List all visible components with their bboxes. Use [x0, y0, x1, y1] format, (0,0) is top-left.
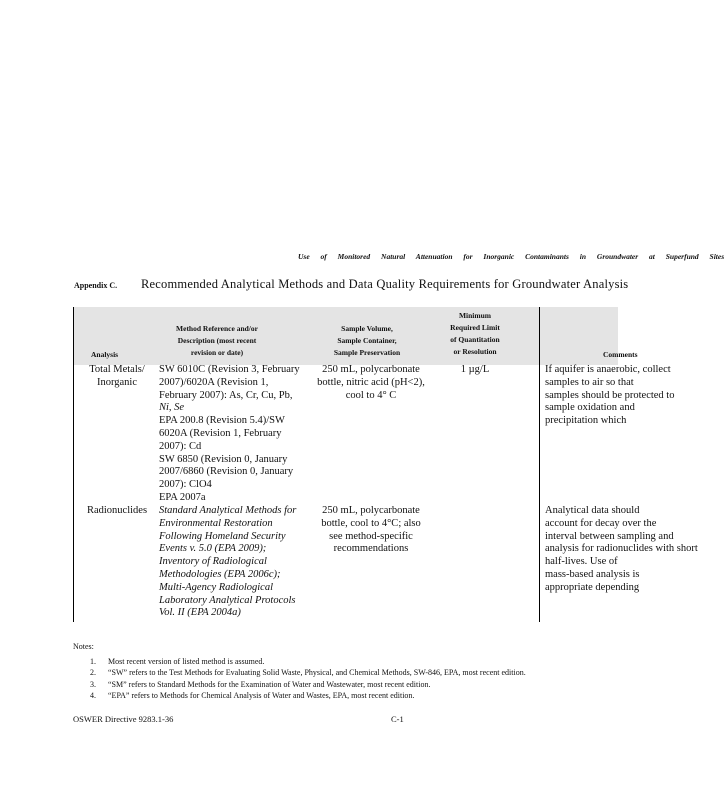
- table-left-border: [73, 307, 74, 622]
- row2-method: [159, 505, 296, 620]
- row2-method-line: Vol. II (EPA 2004a): [159, 607, 241, 619]
- row1-analysis: [81, 364, 153, 390]
- row1-comments-line: precipitation which: [545, 415, 627, 427]
- header-limit-line: Minimum: [458, 311, 492, 320]
- header-method-line: Description (most recent: [177, 336, 257, 345]
- row1-method-line: 2007/6860 (Revision 0, January: [159, 466, 294, 478]
- table-comments-divider: [539, 307, 540, 622]
- note-text: “SW” refers to the Test Methods for Evaluating Solid Waste, Physical, and Chemical Methods, SW-846, EPA, most recent edition.: [108, 668, 526, 677]
- row2-sample-line: bottle, cool to 4°C; also: [321, 517, 421, 529]
- row2-method-line: Events v. 5.0 (EPA 2009);: [159, 543, 267, 555]
- note-text: “SM” refers to Standard Methods for the Examination of Water and Wastewater, most recent edition.: [108, 679, 431, 689]
- row2-sample-line: 250 mL, polycarbonate: [322, 505, 420, 516]
- row1-method-line: SW 6850 (Revision 0, January: [159, 453, 288, 465]
- notes-title: Notes:: [73, 642, 94, 651]
- row2-method-line: Laboratory Analytical Protocols: [159, 594, 296, 606]
- row1-method-line: EPA 2007a: [159, 491, 206, 503]
- row2-comments-line: appropriate depending: [545, 581, 640, 593]
- appendix-label: Appendix C.: [74, 281, 118, 290]
- row2-comments-line: interval between sampling and: [545, 530, 674, 542]
- note-item: 4. “EPA” refers to Methods for Chemical Analysis of Water and Wastes, EPA, most recent edition.: [90, 691, 415, 700]
- row2-comments: [545, 505, 698, 595]
- row1-sample-line: 250 mL, polycarbonate: [322, 364, 420, 375]
- row2-comments-line: Analytical data should: [545, 505, 640, 516]
- note-text: “EPA” refers to Methods for Chemical Analysis of Water and Wastes, EPA, most recent edition.: [108, 691, 415, 700]
- header-analysis: Analysis: [91, 350, 119, 359]
- row1-comments-line: samples to air so that: [545, 376, 634, 388]
- row2-comments-line: account for decay over the: [545, 517, 657, 529]
- row1-method-line: 2007): ClO4: [159, 479, 212, 491]
- row2-comments-line: half-lives. Use of: [545, 556, 618, 568]
- row2-comments-line: mass-based analysis is: [545, 568, 640, 580]
- running-header: Use of Monitored Natural Attenuation for Inorganic Contaminants in Groundwater at Superfund Sites: [298, 252, 724, 261]
- note-item: 1. Most recent version of listed method is assumed.: [90, 656, 265, 666]
- row2-method-line: Following Homeland Security: [159, 530, 286, 542]
- note-item: 3. “SM” refers to Standard Methods for the Examination of Water and Wastewater, most recent edition.: [90, 679, 431, 689]
- header-method: [162, 323, 272, 359]
- row1-method-line: Ni, Se: [159, 402, 185, 414]
- header-method-line: revision or date): [190, 348, 244, 357]
- header-method-line: Method Reference and/or: [176, 324, 258, 333]
- note-item: 2. “SW” refers to the Test Methods for Evaluating Solid Waste, Physical, and Chemical Methods, SW-846, EPA, most recent edition.: [90, 668, 526, 677]
- header-sample-line: Sample Preservation: [333, 348, 401, 357]
- methods-table: [73, 307, 698, 622]
- note-text: Most recent version of listed method is assumed.: [108, 656, 265, 666]
- row1-comments-line: sample oxidation and: [545, 402, 635, 414]
- row1-limit: 1 µg/L: [460, 364, 490, 375]
- row1-method: [159, 364, 300, 505]
- row2-method-line: Methodologies (EPA 2006c);: [159, 568, 281, 580]
- header-comments: Comments: [603, 350, 638, 359]
- header-sample-line: Sample Container,: [337, 336, 397, 345]
- row1-comments-line: If aquifer is anaerobic, collect: [545, 364, 671, 375]
- row1-method-line: SW 6010C (Revision 3, February: [159, 364, 300, 375]
- row2-sample-line: see method-specific: [329, 530, 413, 542]
- header-sample: [317, 323, 417, 359]
- row2-method-line: Inventory of Radiological: [159, 556, 267, 568]
- row1-method-line: EPA 200.8 (Revision 5.4)/SW: [159, 415, 285, 427]
- row2-analysis: [81, 505, 153, 518]
- header-limit-line: Required Limit: [450, 323, 500, 332]
- row2-sample-line: recommendations: [333, 543, 409, 555]
- row1-comments: [545, 364, 674, 428]
- row1-analysis-line: Inorganic: [96, 376, 138, 388]
- row1-method-line: 2007)/6020A (Revision 1,: [159, 376, 269, 388]
- page-number: C-1: [391, 714, 404, 724]
- row1-sample: [311, 364, 431, 402]
- row1-method-line: 6020A (Revision 1, February: [159, 427, 282, 439]
- row1-method-line: 2007): Cd: [159, 440, 202, 452]
- row2-method-line: Multi-Agency Radiological: [159, 581, 274, 593]
- row1-method-line: February 2007): As, Cr, Cu, Pb,: [159, 389, 293, 401]
- row2-method-line: Environmental Restoration: [159, 517, 273, 529]
- row2-analysis-line: Radionuclides: [86, 505, 148, 516]
- header-limit-line: or Resolution: [453, 347, 497, 356]
- header-sample-line: Sample Volume,: [341, 324, 393, 333]
- row2-method-line: Standard Analytical Methods for: [159, 505, 297, 516]
- row2-sample: [311, 505, 431, 556]
- appendix-title: Recommended Analytical Methods and Data Quality Requirements for Groundwater Analysis: [141, 277, 629, 291]
- notes-section: [73, 641, 526, 702]
- row2-comments-line: analysis for radionuclides with short: [545, 543, 698, 555]
- header-limit: [439, 310, 511, 358]
- footer-directive: OSWER Directive 9283.1-36: [73, 714, 174, 724]
- row1-sample-line: cool to 4° C: [345, 389, 397, 401]
- row1-analysis-line: Total Metals/: [89, 364, 145, 375]
- row1-comments-line: samples should be protected to: [545, 389, 675, 401]
- row1-sample-line: bottle, nitric acid (pH<2),: [317, 376, 425, 388]
- header-limit-line: of Quantitation: [450, 335, 500, 344]
